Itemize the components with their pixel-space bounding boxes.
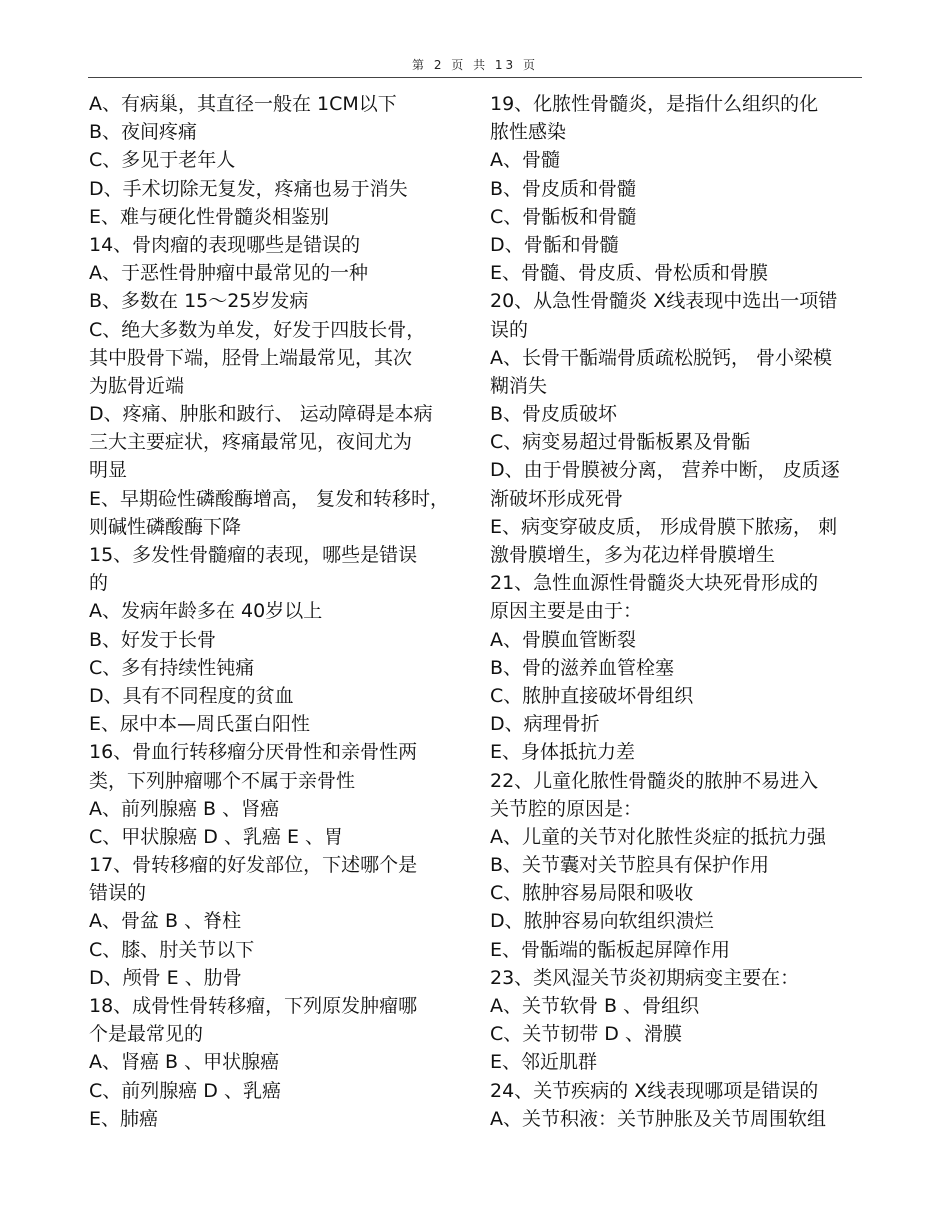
text-line: 其中股骨下端，胫骨上端最常见，其次 [89,346,413,369]
text-line: E、早期硷性磷酸酶增高， 复发和转移时， [89,487,450,510]
text-line: C、脓肿容易局限和吸收 [490,882,694,905]
text-line: B、骨的滋养血管栓塞 [490,656,675,679]
text-line: D、由于骨膜被分离， 营养中断， 皮质逐 [490,459,840,482]
text-line: 类，下列肿瘤哪个不属于亲骨性 [89,769,356,792]
text-line: A、骨膜血管断裂 [490,628,636,651]
text-line: 误的 [490,318,529,341]
text-line: 14、骨肉瘤的表现哪些是错误的 [89,233,361,256]
text-line: 明显 [89,459,128,482]
text-line: B、好发于长骨 [89,628,217,651]
text-line: A、儿童的关节对化脓性炎症的抵抗力强 [490,825,826,848]
text-line: 15、多发性骨髓瘤的表现，哪些是错误 [89,544,418,566]
text-line: 19、化脓性骨髓炎，是指什么组织的化 [490,93,819,115]
text-line: 24、关节疾病的 X线表现哪项是错误的 [490,1079,819,1102]
right-column [490,90,862,1133]
text-line: 脓性感染 [490,121,567,144]
text-line: D、疼痛、肿胀和跛行、 运动障碍是本病 [89,403,433,426]
text-line: E、尿中本—周氏蛋白阳性 [89,713,311,736]
text-line: 22、儿童化脓性骨髓炎的脓肿不易进入 [490,769,819,792]
text-line: 错误的 [89,882,147,905]
text-line: 18、成骨性骨转移瘤，下列原发肿瘤哪 [89,995,418,1017]
text-line: D、骨骺和骨髓 [490,233,619,256]
text-line: B、关节囊对关节腔具有保护作用 [490,854,770,877]
text-line: 17、骨转移瘤的好发部位，下述哪个是 [89,854,418,877]
text-line: C、多有持续性钝痛 [89,656,255,679]
text-line: B、骨皮质和骨髓 [490,177,637,200]
text-line: A、发病年龄多在 40岁以上 [89,600,323,623]
text-line: A、于恶性骨肿瘤中最常见的一种 [89,262,368,285]
text-line: 关节腔的原因是： [490,797,643,820]
header-divider [88,77,862,78]
text-line: B、骨皮质破坏 [490,403,618,426]
text-line: E、肺癌 [89,1107,159,1130]
text-line: C、膝、肘关节以下 [89,938,255,961]
text-line: D、具有不同程度的贫血 [89,684,294,707]
text-line: A、前列腺癌 B 、肾癌 [89,797,280,820]
text-line: A、长骨干骺端骨质疏松脱钙， 骨小梁模 [490,346,833,369]
text-line: B、夜间疼痛 [89,121,198,144]
text-line: E、病变穿破皮质， 形成骨膜下脓疡， 刺 [490,515,838,538]
left-column [89,90,461,1133]
text-line: 则碱性磷酸酶下降 [89,515,242,538]
text-line: C、关节韧带 D 、滑膜 [490,1023,682,1046]
text-line: 为肱骨近端 [89,374,185,397]
text-line: C、绝大多数为单发，好发于四肢长骨， [89,318,426,341]
text-line: C、甲状腺癌 D 、乳癌 E 、胃 [89,825,344,848]
text-line: A、关节积液：关节肿胀及关节周围软组 [490,1107,826,1130]
text-line: E、身体抵抗力差 [490,741,636,764]
text-line: A、骨盆 B 、脊柱 [89,910,242,933]
text-line: A、关节软骨 B 、骨组织 [490,995,700,1017]
text-line: 23、类风湿关节炎初期病变主要在： [490,966,800,989]
text-line: 三大主要症状，疼痛最常见，夜间尤为 [89,431,413,454]
text-line: E、骨骺端的骺板起屏障作用 [490,938,731,961]
page-number-header: 第 2 页 共 13 页 [412,58,538,72]
text-line: A、有病巢，其直径一般在 1CM以下 [89,93,397,115]
text-line: E、邻近肌群 [490,1051,598,1074]
text-line: 的 [89,572,109,595]
text-line: D、手术切除无复发，疼痛也易于消失 [89,177,408,200]
text-line: D、病理骨折 [490,713,600,736]
text-line: D、脓肿容易向软组织溃烂 [490,910,714,933]
text-line: 糊消失 [490,374,548,397]
text-line: C、脓肿直接破坏骨组织 [490,684,694,707]
text-line: E、骨髓、骨皮质、骨松质和骨膜 [490,262,769,285]
text-line: 激骨膜增生，多为花边样骨膜增生 [490,544,776,566]
text-line: 16、骨血行转移瘤分厌骨性和亲骨性两 [89,741,418,764]
text-line: 原因主要是由于： [490,600,643,623]
text-line: C、多见于老年人 [89,149,236,172]
text-line: 个是最常见的 [89,1023,204,1046]
text-line: E、难与硬化性骨髓炎相鉴别 [89,205,330,228]
text-line: A、肾癌 B 、甲状腺癌 [89,1051,280,1074]
text-line: 20、从急性骨髓炎 X线表现中选出一项错 [490,290,838,313]
text-line: 渐破坏形成死骨 [490,487,624,510]
text-line: C、病变易超过骨骺板累及骨骺 [490,431,751,454]
text-line: A、骨髓 [490,149,560,172]
text-line: 21、急性血源性骨髓炎大块死骨形成的 [490,572,819,595]
text-line: C、前列腺癌 D 、乳癌 [89,1079,281,1102]
text-line: B、多数在 15～25岁发病 [89,290,309,313]
text-line: D、颅骨 E 、肋骨 [89,966,242,989]
text-line: C、骨骺板和骨髓 [490,205,637,228]
